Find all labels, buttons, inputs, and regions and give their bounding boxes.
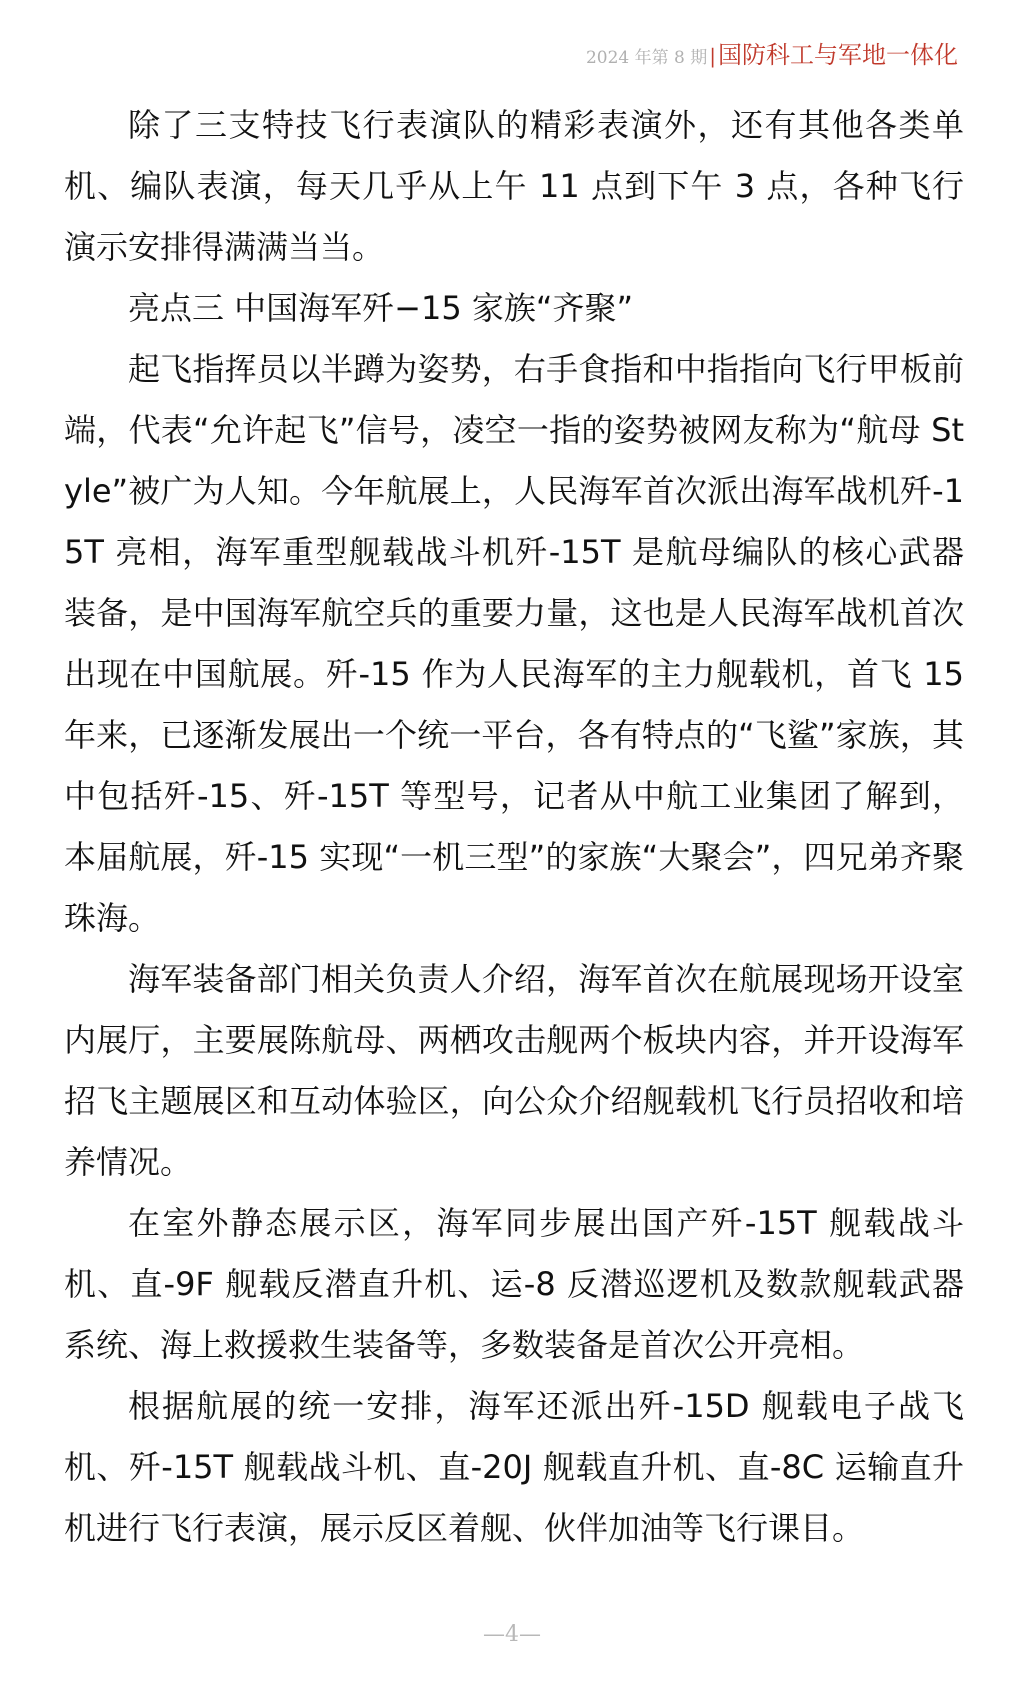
paragraph-1: 除了三支特技飞行表演队的精彩表演外，还有其他各类单机、编队表演，每天几乎从上午 11 点到下午 3 点，各种飞行演示安排得满满当当。	[64, 106, 964, 266]
issue-label: 2024 年第 8 期	[585, 48, 708, 68]
page-header	[586, 38, 958, 75]
header-separator: |	[709, 44, 716, 68]
journal-title: 国防科工与军地一体化	[718, 41, 958, 69]
paragraph-3: 海军装备部门相关负责人介绍，海军首次在航展现场开设室内展厅，主要展陈航母、两栖攻击舰两个板块内容，并开设海军招飞主题展区和互动体验区，向公众介绍舰载机飞行员招收和培养情况。	[64, 960, 964, 1181]
paragraph-2: 起飞指挥员以半蹲为姿势，右手食指和中指指向飞行甲板前端，代表“允许起飞”信号，凌空一指的姿势被网友称为“航母 Style”被广为人知。今年航展上，人民海军首次派出海军战机歼-15T 亮相，海军重型舰载战斗机歼-15T 是航母编队的核心武器装备，是中国海军航空兵的重要力量，这也是人民海军战机首次出现在中国航展。歼-15 作为人民海军的主力舰载机，首飞 15 年来，已逐渐发展出一个统一平台，各有特点的“飞鲨”家族，其中包括歼-15、歼-15T 等型号，记者从中航工业集团了解到，本届航展，歼-15 实现“一机三型”的家族“大聚会”，四兄弟齐聚珠海。	[64, 350, 964, 937]
paragraph-5: 根据航展的统一安排，海军还派出歼-15D 舰载电子战飞机、歼-15T 舰载战斗机、直-20J 舰载直升机、直-8C 运输直升机进行飞行表演，展示反区着舰、伙伴加油等飞行课目。	[64, 1387, 964, 1547]
article-body	[64, 95, 964, 1559]
paragraph-4: 在室外静态展示区，海军同步展出国产歼-15T 舰载战斗机、直-9F 舰载反潜直升机、运-8 反潜巡逻机及数款舰载武器系统、海上救援救生装备等，多数装备是首次公开亮相。	[64, 1204, 964, 1364]
page-number: —4—	[483, 1622, 541, 1647]
section-heading: 亮点三 中国海军歼−15 家族“齐聚”	[128, 289, 634, 327]
